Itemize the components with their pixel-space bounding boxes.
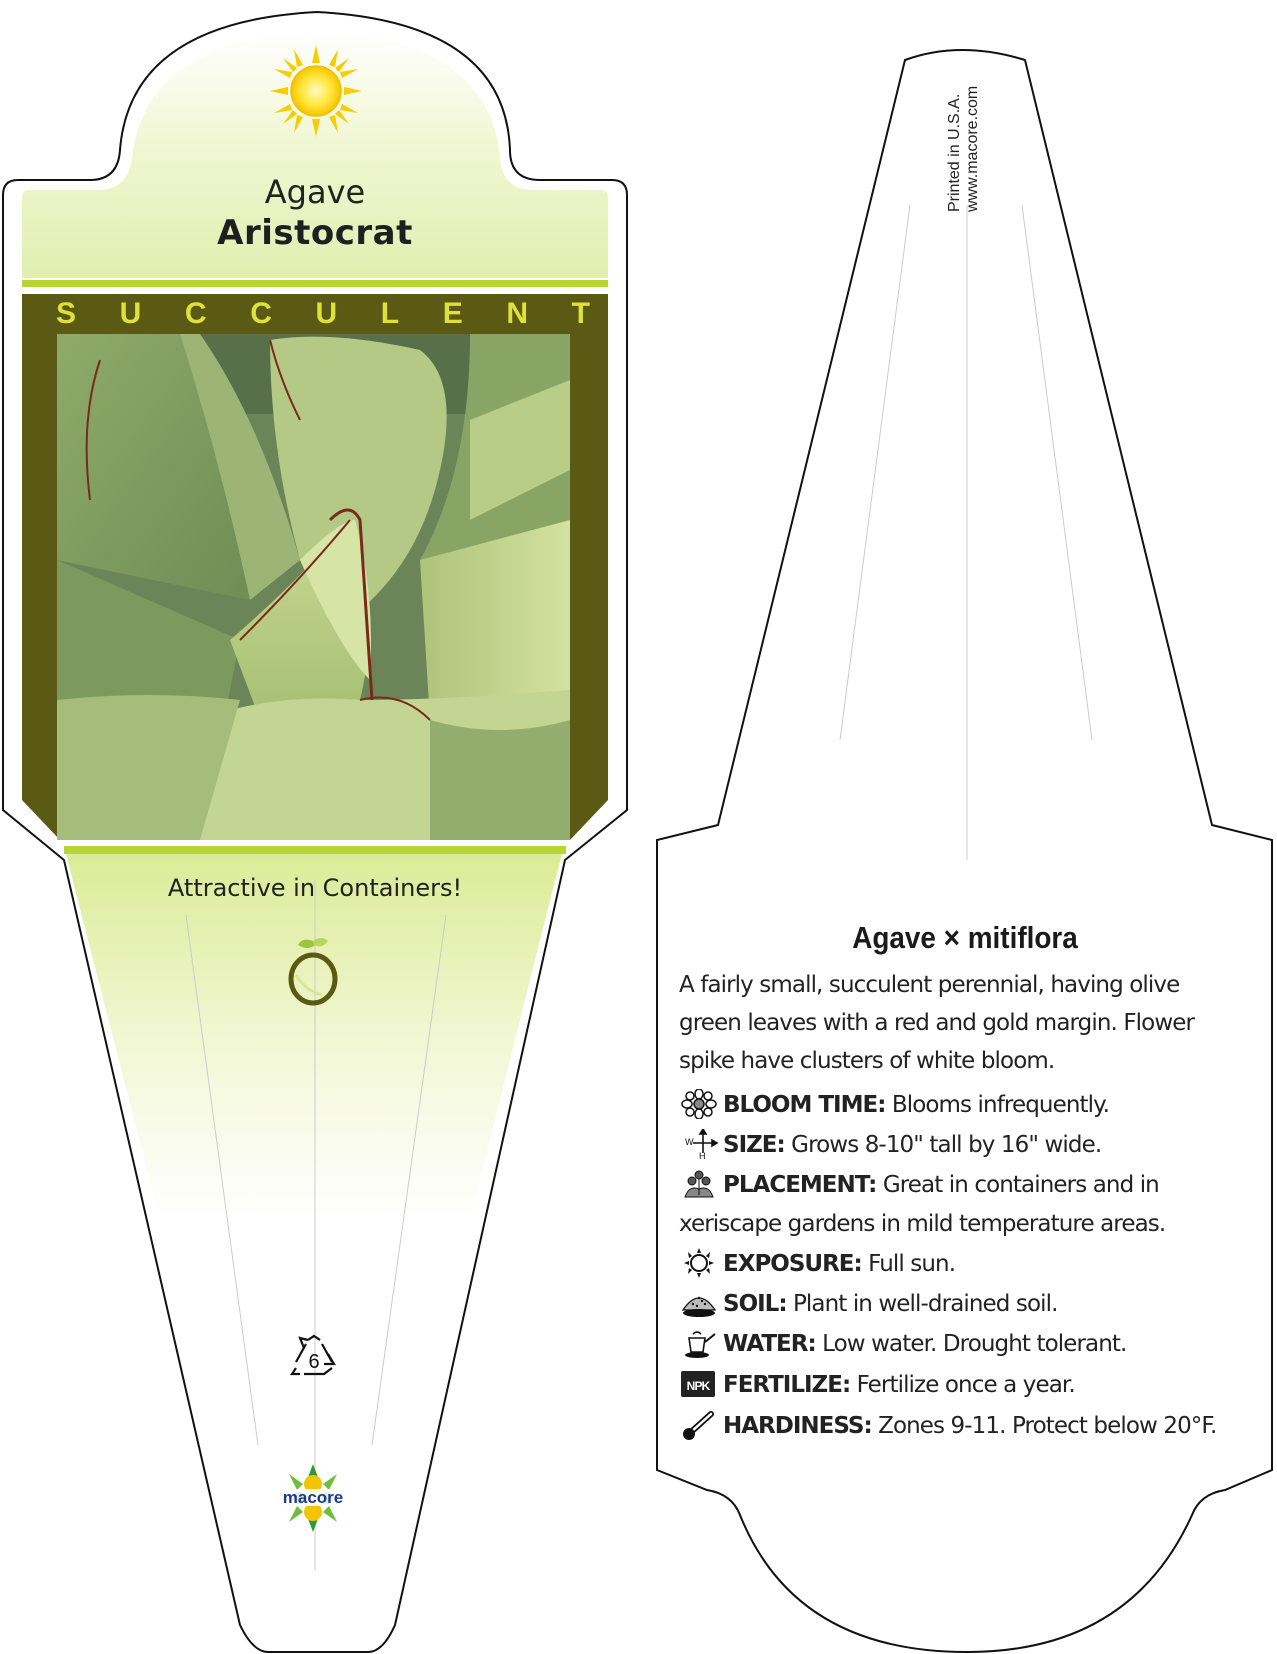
care-label: FERTILIZE: bbox=[723, 1372, 851, 1398]
website-text: www.macore.com bbox=[964, 85, 982, 212]
plant-cultivar: Aristocrat bbox=[217, 213, 413, 253]
category-letter: S bbox=[56, 297, 77, 330]
recycle-number: 6 bbox=[308, 1351, 320, 1373]
care-text: Plant in well-drained soil. bbox=[792, 1291, 1058, 1317]
watering-can-icon bbox=[679, 1328, 719, 1358]
care-hardiness bbox=[679, 1407, 1249, 1446]
care-label: SIZE: bbox=[723, 1132, 785, 1158]
care-size bbox=[679, 1126, 1249, 1165]
npk-text: NPK bbox=[686, 1379, 710, 1393]
care-soil bbox=[679, 1285, 1249, 1324]
care-label: EXPOSURE: bbox=[723, 1251, 862, 1277]
npk-icon bbox=[679, 1369, 719, 1399]
printed-in bbox=[946, 86, 983, 212]
care-bloom-time bbox=[679, 1086, 1249, 1125]
plant-genus: Agave bbox=[264, 173, 366, 211]
container-icon bbox=[284, 935, 342, 1007]
macore-logo bbox=[270, 1463, 356, 1533]
sun-icon bbox=[270, 45, 362, 137]
care-label: PLACEMENT: bbox=[723, 1172, 877, 1198]
soil-icon bbox=[679, 1288, 719, 1318]
category-letter: T bbox=[571, 297, 590, 330]
size-icon bbox=[679, 1129, 719, 1159]
care-water bbox=[679, 1325, 1249, 1364]
plant-description: A fairly small, succulent perennial, having olive green leaves with a red and gold margin. Flower spike have clusters of white bloom. bbox=[679, 972, 1195, 1074]
category-letter: C bbox=[184, 297, 207, 330]
category-letter: E bbox=[442, 297, 463, 330]
care-text: Blooms infrequently. bbox=[891, 1092, 1109, 1118]
care-exposure bbox=[679, 1245, 1249, 1284]
svg-text:H: H bbox=[699, 1151, 705, 1159]
care-text: Full sun. bbox=[868, 1251, 956, 1277]
category-letter: L bbox=[380, 297, 400, 330]
care-label: HARDINESS: bbox=[723, 1413, 872, 1439]
care-text: Zones 9-11. Protect below 20°F. bbox=[878, 1413, 1217, 1439]
thermometer-icon bbox=[679, 1410, 719, 1440]
botanical-name: Agave × mitiflora bbox=[852, 920, 1078, 955]
brand-name: macore bbox=[282, 1488, 344, 1507]
care-label: BLOOM TIME: bbox=[723, 1092, 886, 1118]
tagline: Attractive in Containers! bbox=[167, 874, 463, 902]
svg-text:W: W bbox=[685, 1137, 693, 1147]
category-letter: U bbox=[315, 297, 338, 330]
accent-line-bottom bbox=[64, 846, 566, 854]
care-placement bbox=[679, 1166, 1249, 1244]
placement-icon bbox=[679, 1169, 719, 1199]
recycle-icon bbox=[288, 1334, 340, 1380]
plant-photo bbox=[57, 334, 570, 840]
care-fertilize bbox=[679, 1366, 1249, 1405]
care-text: Low water. Drought tolerant. bbox=[822, 1331, 1127, 1357]
printed-in-text: Printed in U.S.A. bbox=[946, 93, 963, 212]
care-label: SOIL: bbox=[723, 1291, 787, 1317]
flower-icon bbox=[679, 1089, 719, 1119]
category-letter: U bbox=[119, 297, 142, 330]
category-letter: C bbox=[250, 297, 272, 330]
care-label: WATER: bbox=[723, 1331, 816, 1357]
care-text: Grows 8-10" tall by 16" wide. bbox=[791, 1132, 1102, 1158]
category-label bbox=[24, 296, 608, 332]
care-text: Great in containers and in xeriscape gardens in mild temperature areas. bbox=[679, 1172, 1166, 1237]
category-letter: N bbox=[506, 297, 528, 330]
sun-exposure-icon bbox=[679, 1248, 719, 1278]
accent-line-top bbox=[22, 280, 608, 287]
care-text: Fertilize once a year. bbox=[856, 1372, 1075, 1398]
